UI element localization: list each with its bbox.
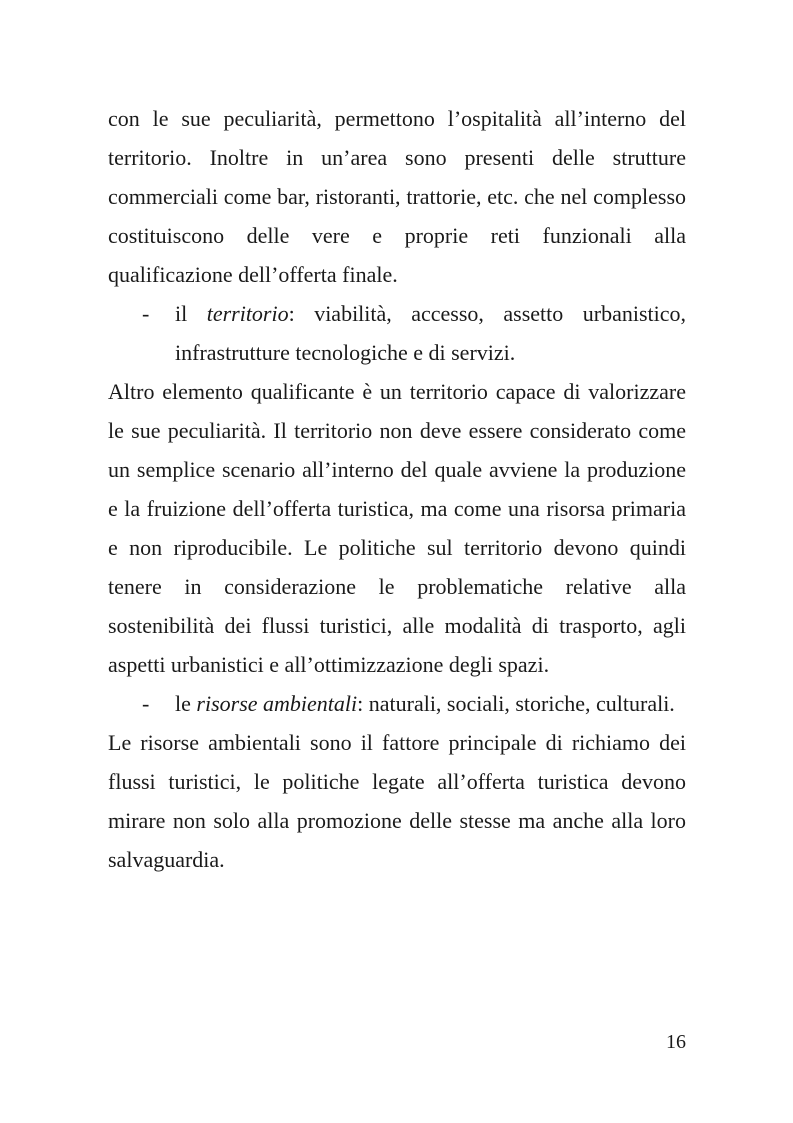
bullet-item-risorse-ambientali: [108, 684, 686, 723]
bullet-term: risorse ambientali: [196, 691, 358, 716]
bullet-text: : naturali, sociali, storiche, culturali.: [357, 691, 675, 716]
bullet-dash: -: [142, 691, 150, 716]
paragraph-territory: Altro elemento qualificante è un territorio capace di valorizzare le sue peculiarità. Il territorio non deve essere considerato come un semplice scenario all’interno del quale avviene la produzione e la fruizione dell’offerta turistica, ma come una risorsa primaria e non riproducibile. Le politiche sul territorio devono quindi tenere in considerazione le problematiche relative alla sostenibilità dei flussi turistici, alle modalità di trasporto, agli aspetti urbanistici e all’ottimizzazione degli spazi.: [108, 379, 686, 677]
bullet-item-territorio: [108, 294, 686, 372]
paragraph-environmental-resources: Le risorse ambientali sono il fattore principale di richiamo dei flussi turistici, le politiche legate all’offerta turistica devono mirare non solo alla promozione delle stesse ma anche alla loro salvaguardia.: [108, 730, 686, 872]
paragraph-accommodation: con le sue peculiarità, permettono l’ospitalità all’interno del territorio. Inoltre in un’area sono presenti delle strutture commerciali come bar, ristoranti, trattorie, etc. che nel complesso costituiscono delle vere e proprie reti funzionali alla qualificazione dell’offerta finale.: [108, 106, 686, 287]
bullet-dash: -: [142, 301, 150, 326]
bullet-prefix: le: [175, 691, 197, 716]
bullet-prefix: il: [175, 301, 207, 326]
body-text: [108, 99, 686, 879]
bullet-term: territorio: [206, 301, 289, 326]
bullet-text: : viabilità, accesso, assetto urbanistico, infrastrutture tecnologiche e di servizi.: [175, 301, 686, 365]
page-number: 16: [666, 1031, 686, 1053]
